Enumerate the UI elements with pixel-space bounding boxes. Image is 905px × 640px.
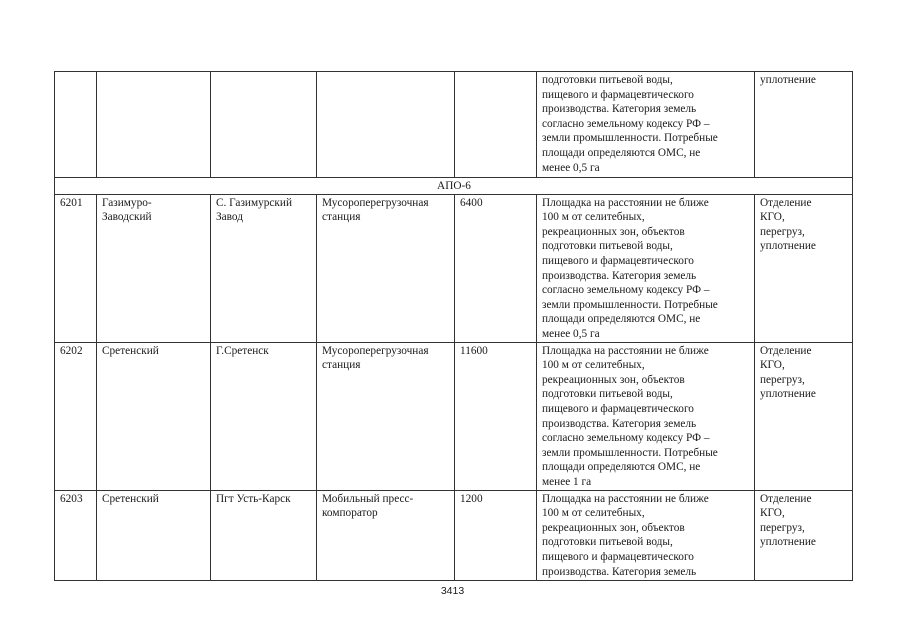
text-line: площади определяются ОМС, не [542,146,701,159]
cell-function [755,72,853,178]
text-line: Газимуро- [102,196,152,209]
text-line: производства. Категория земель [542,417,697,430]
text-line: 100 м от селитебных, [542,359,645,372]
text-line: С. Газимурский [216,196,292,209]
text-line: рекреационных зон, объектов [542,225,685,238]
text-line: уплотнение [760,240,816,253]
cell-capacity: 11600 [455,342,537,490]
cell-object [317,490,455,580]
text-line: производства. Категория земель [542,565,697,578]
cell-object [317,342,455,490]
text-line: Отделение [760,344,812,357]
text-line: пищевого и фармацевтического [542,254,694,267]
text-line: Пгт Усть-Карск [216,492,291,505]
cell-district [97,342,211,490]
text-line: земли промышленности. Потребные [542,446,718,459]
cell-code: 6201 [55,194,97,342]
text-line: согласно земельному кодексу РФ – [542,117,710,130]
cell-description [537,194,755,342]
text-line: согласно земельному кодексу РФ – [542,284,710,297]
text-line: менее 0,5 га [542,161,600,174]
text-line: Площадка на расстоянии не ближе [542,196,709,209]
cell-district [97,490,211,580]
text-line: Отделение [760,492,812,505]
cell-description [537,490,755,580]
text-line: производства. Категория земель [542,269,697,282]
text-line: Площадка на расстоянии не ближе [542,344,709,357]
text-line: подготовки питьевой воды, [542,388,673,401]
text-line: площади определяются ОМС, не [542,461,701,474]
text-line: перегруз, [760,373,805,386]
text-line: земли промышленности. Потребные [542,132,718,145]
text-line: пищевого и фармацевтического [542,550,694,563]
cell-district [97,72,211,178]
table-row [55,194,853,342]
text-line: подготовки питьевой воды, [542,74,673,86]
text-line: компоратор [322,507,378,520]
text-line: пищевого и фармацевтического [542,88,694,101]
cell-settlement [211,342,317,490]
cell-object [317,194,455,342]
page-number: 3413 [440,585,465,597]
text-line: подготовки питьевой воды, [542,536,673,549]
text-line: менее 0,5 га [542,327,600,340]
cell-code [55,72,97,178]
cell-description [537,342,755,490]
text-line: менее 1 га [542,475,592,488]
table-row [55,490,853,580]
text-line: Сретенский [102,344,159,357]
text-line: Мусороперегрузочная [322,196,429,209]
text-line: КГО, [760,211,785,224]
text-line: уплотнение [760,388,816,401]
text-line: Площадка на расстоянии не ближе [542,492,709,505]
cell-function [755,194,853,342]
text-line: Завод [216,211,244,224]
cell-object [317,72,455,178]
text-line: Отделение [760,196,812,209]
text-line: Заводский [102,211,152,224]
objects-table [54,71,853,581]
text-line: уплотнение [760,74,816,86]
text-line: КГО, [760,359,785,372]
cell-capacity [455,72,537,178]
cell-settlement [211,72,317,178]
text-line: перегруз, [760,521,805,534]
text-line: производства. Категория земель [542,103,697,116]
table-body [55,72,853,581]
text-line: перегруз, [760,225,805,238]
table-row [55,342,853,490]
text-line: рекреационных зон, объектов [542,373,685,386]
cell-function [755,490,853,580]
text-line: КГО, [760,507,785,520]
text-line: 100 м от селитебных, [542,507,645,520]
section-title: АПО-6 [55,178,853,195]
text-line: Мобильный пресс- [322,492,414,505]
cell-description [537,72,755,178]
text-line: станция [322,359,361,372]
text-line: станция [322,211,361,224]
text-line: 100 м от селитебных, [542,211,645,224]
text-line: согласно земельному кодексу РФ – [542,432,710,445]
text-line: рекреационных зон, объектов [542,521,685,534]
text-line: Г.Сретенск [216,344,269,357]
text-line: площади определяются ОМС, не [542,313,701,326]
text-line: земли промышленности. Потребные [542,298,718,311]
text-line: уплотнение [760,536,816,549]
cell-capacity: 6400 [455,194,537,342]
text-line: подготовки питьевой воды, [542,240,673,253]
cell-district [97,194,211,342]
table-row-continued [55,72,853,178]
cell-code: 6203 [55,490,97,580]
cell-settlement [211,194,317,342]
section-row [55,178,853,195]
text-line: пищевого и фармацевтического [542,402,694,415]
cell-function [755,342,853,490]
text-line: Сретенский [102,492,159,505]
text-line: Мусороперегрузочная [322,344,429,357]
cell-code: 6202 [55,342,97,490]
cell-capacity: 1200 [455,490,537,580]
cell-settlement [211,490,317,580]
